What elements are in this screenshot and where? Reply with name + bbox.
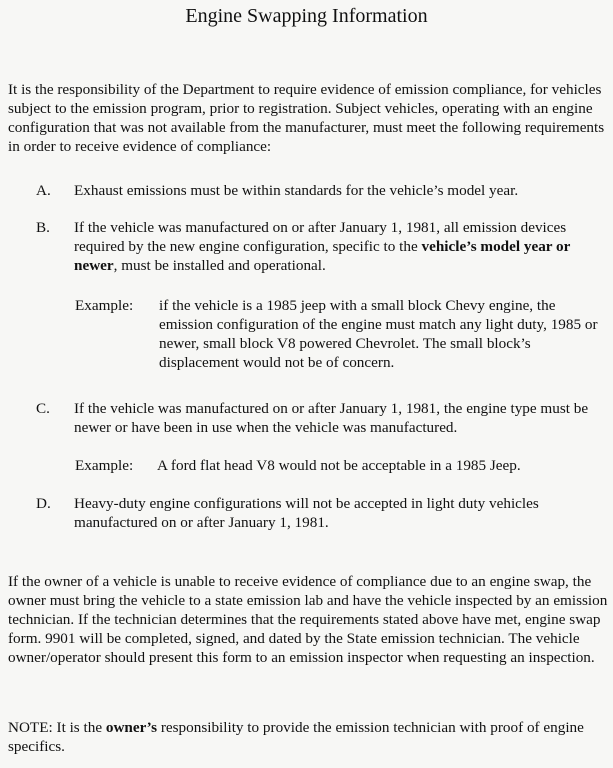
requirement-text xyxy=(74,218,604,275)
requirement-text: Heavy-duty engine configurations will not be accepted in light duty vehicles manufactured on or after January 1, 1981. xyxy=(74,495,539,531)
intro-paragraph: It is the responsibility of the Department to require evidence of emission compliance, for vehicles subject to the emission program, prior to registration. Subject vehicles, operating with an engine configuration that was not available from the manufacturer, must meet the following requirements in order to receive evidence of compliance: xyxy=(8,81,605,155)
requirement-letter: A. xyxy=(36,182,51,199)
requirement-text-after: , must be installed and operational. xyxy=(113,257,326,274)
document-title: Engine Swapping Information xyxy=(185,5,428,27)
requirement-letter: D. xyxy=(36,495,51,512)
requirement-text-emphasis: vehicle’s model year or newer xyxy=(74,238,571,274)
requirement-text-before: If the vehicle was manufactured on or after January 1, 1981, all emission devices required by the new engine configuration, specific to the xyxy=(74,219,567,255)
owner-paragraph: If the owner of a vehicle is unable to receive evidence of compliance due to an engine swap, the owner must bring the vehicle to a state emission lab and have the vehicle inspected by an emission technician. If the technician determines that the requirements stated above have met, engine swap form. 9901 will be completed, signed, and dated by the State emission technician. The vehicle owner/operator should present this form to an emission inspector when requesting an inspection. xyxy=(8,573,608,666)
example-text: A ford flat head V8 would not be acceptable in a 1985 Jeep. xyxy=(157,457,521,474)
requirement-letter: C. xyxy=(36,400,50,417)
requirement-letter: B. xyxy=(36,219,50,236)
example-text: if the vehicle is a 1985 jeep with a small block Chevy engine, the emission configuration of the engine must match any light duty, 1985 or newer, small block V8 powered Chevrolet. The small block’s displacement would not be of concern. xyxy=(159,297,598,371)
example-label: Example: xyxy=(75,457,134,474)
note-paragraph xyxy=(8,718,608,756)
requirement-text: Exhaust emissions must be within standards for the vehicle’s model year. xyxy=(74,182,519,199)
note-emphasis: owner’s xyxy=(105,719,158,736)
note-after: responsibility to provide the emission technician with proof of engine specifics. xyxy=(8,719,584,755)
note-before: NOTE: It is the xyxy=(8,719,106,736)
example-label: Example: xyxy=(75,297,134,314)
requirement-text: If the vehicle was manufactured on or after January 1, 1981, the engine type must be newer or have been in use when the vehicle was manufactured. xyxy=(74,400,589,436)
